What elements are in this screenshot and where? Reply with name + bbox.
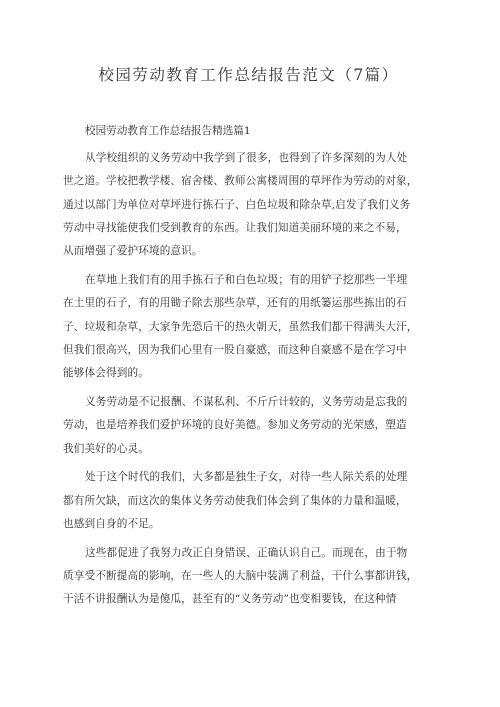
paragraph-line: 在土里的石子，有的用锄子除去那些杂草，还有的用纸篓运那些拣出的石	[63, 297, 407, 310]
body-paragraph	[63, 147, 434, 263]
paragraph-line: 但我们很高兴，因为我们心里有一股自豪感，而这种自豪感不是在学习中	[63, 343, 407, 356]
paragraph-line: 我们美好的心灵。	[63, 442, 149, 455]
paragraph-line: 也感到自身的不足。	[63, 517, 160, 530]
document-body	[63, 147, 434, 612]
paragraph-line: 通过以部门为单位对草坪进行拣石子、白色垃圾和除杂草,启发了我们义务	[63, 198, 411, 211]
body-paragraph	[63, 542, 434, 612]
paragraph-line: 能够体会得到的。	[63, 367, 149, 380]
paragraph-line: 干活不讲报酬认为是傻瓜，甚至有的“义务劳动”也变相要钱，在这种情	[63, 593, 397, 606]
paragraph-line: 质享受不断提高的影响，在一些人的大脑中装满了利益，干什么事都讲钱，	[63, 570, 418, 583]
paragraph-line: 这些都促进了我努力改正自身错误、正确认识自己。而现在，由于物	[85, 546, 408, 559]
paragraph-line: 处于这个时代的我们，大多都是独生子女，对待一些人际关系的处理	[85, 471, 408, 484]
document-title: 校园劳动教育工作总结报告范文（7篇）	[98, 66, 399, 84]
paragraph-line: 劳动，也是培养我们爱护环境的良好美德。参加义务劳动的光荣感，塑造	[63, 419, 407, 432]
paragraph-line: 都有所欠缺，而这次的集体义务劳动使我们体会到了集体的力量和温暖，	[63, 494, 407, 507]
body-paragraph	[63, 391, 434, 461]
section-heading: 校园劳动教育工作总结报告精选篇1	[85, 125, 251, 137]
paragraph-line: 在草地上我们有的用手拣石子和白色垃圾；有的用铲子挖那些一半埋	[85, 273, 408, 286]
paragraph-line: 义务劳动是不记报酬、不谋私利、不斤斤计较的，义务劳动是忘我的	[85, 395, 408, 408]
paragraph-line: 世之道。学校把教学楼、宿舍楼、教师公寓楼周围的草坪作为劳动的对象，	[63, 175, 418, 188]
paragraph-line: 从学校组织的义务劳动中我学到了很多，也得到了许多深刻的为人处	[85, 152, 408, 164]
body-paragraph	[63, 269, 434, 385]
paragraph-line: 从而增强了爱护环境的意识。	[63, 245, 203, 258]
body-paragraph	[63, 466, 434, 536]
paragraph-line: 劳动中寻找能使我们受到教育的东西。让我们知道美丽环境的来之不易，	[63, 221, 407, 234]
paragraph-line: 子、垃圾和杂草，大家争先恐后干的热火朝天，虽然我们都干得满头大汗，	[63, 320, 418, 333]
